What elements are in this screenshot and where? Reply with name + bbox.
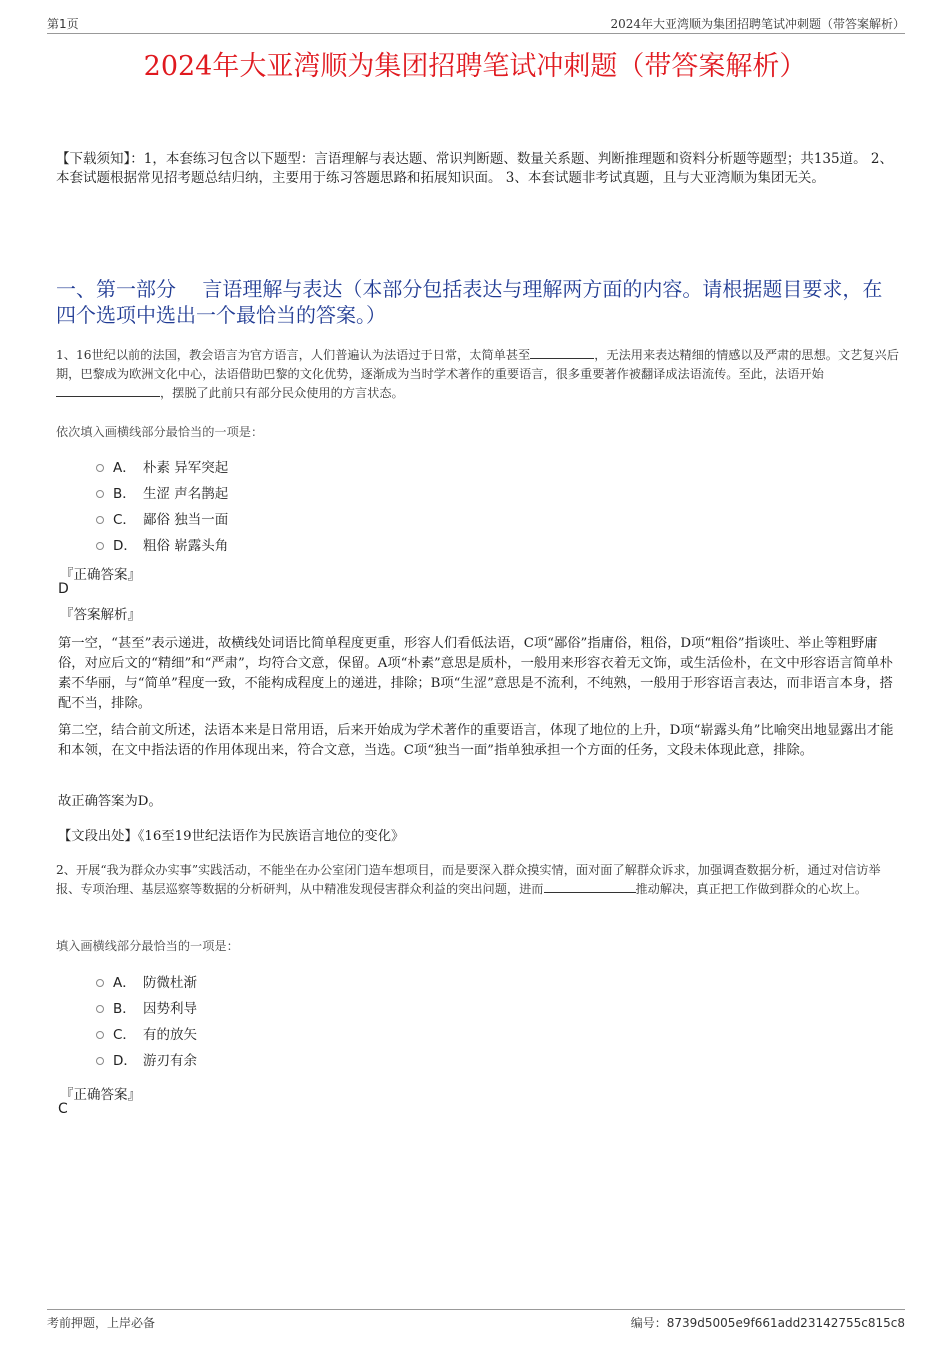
footer-code: 编号：8739d5005e9f661add23142755c815c8	[630, 1316, 905, 1330]
radio-icon[interactable]	[96, 464, 104, 472]
option-c[interactable]: C． 鄙俗 独当一面	[96, 505, 228, 531]
option-a[interactable]: A． 朴素 异军突起	[96, 453, 228, 479]
document-title: 2024年大亚湾顺为集团招聘笔试冲刺题（带答案解析）	[143, 51, 807, 82]
answer-value: C	[58, 1101, 68, 1117]
question-1-prompt: 依次填入画横线部分最恰当的一项是：	[56, 425, 264, 439]
option-b[interactable]: B． 生涩 声名鹊起	[96, 479, 228, 505]
page-number: 第1页	[47, 17, 79, 31]
question-2-text: 2、开展“我为群众办实事”实践活动，不能坐在办公室闭门造车想项目，而是要深入群众摸实情，面对面了解群众诉求，加强调查数据分析，通过对信访举报、专项治理、基层巡察等数据的分析研判，从中精准发现侵害群众利益的突出问题，进而 推动解决，真正把工作做到群众的心坎上。	[56, 863, 881, 896]
radio-icon[interactable]	[96, 490, 104, 498]
section-heading: 一、第一部分 言语理解与表达（本部分包括表达与理解两方面的内容。请根据题目要求，在四个选项中选出一个最恰当的答案。）	[56, 277, 883, 327]
radio-icon[interactable]	[96, 1005, 104, 1013]
answer-value: D	[58, 581, 69, 597]
fill-blank	[544, 880, 636, 893]
question-1-text: 1、16世纪以前的法国，教会语言为官方语言，人们普遍认为法语过于日常，太简单甚至 ，无法用来表达精细的情感以及严肃的思想。文艺复兴后期，巴黎成为欧洲文化中心，法语借助巴黎的文化优势，逐渐成为当时学术著作的重要语言，很多重要著作被翻译成法语流传。至此，法语开始，摆脱了此前只有部分民众使用的方言状态。	[56, 348, 899, 400]
radio-icon[interactable]	[96, 979, 104, 987]
header-doc-title: 2024年大亚湾顺为集团招聘笔试冲刺题（带答案解析）	[610, 17, 905, 31]
analysis-paragraph-1: 第一空，“甚至”表示递进，故横线处词语比简单程度更重，形容人们看低法语，C项“鄙俗”指庸俗，粗俗，D项“粗俗”指谈吐、举止等粗野庸俗，对应后文的“精细”和“严肃”，均符合文意，保留。A项“朴素”意思是质朴，一般用来形容衣着无文饰，或生活俭朴，在文中形容语言简单朴素不华丽，与“简单”程度一致，不能构成程度上的递进，排除；B项“生涩”意思是不流利，不纯熟，一般用于形容语言表达，而非语言本身，搭配不当，排除。	[58, 636, 893, 711]
fill-blank	[56, 384, 160, 397]
footer-slogan: 考前押题，上岸必备	[47, 1316, 156, 1330]
page-header	[47, 15, 905, 34]
answer-label: 『正确答案』	[60, 1087, 141, 1103]
radio-icon[interactable]	[96, 542, 104, 550]
source-citation: 【文段出处】《16至19世纪法语作为民族语言地位的变化》	[58, 829, 405, 844]
answer-label: 『正确答案』	[60, 567, 141, 583]
download-notice: 【下载须知】：1，本套练习包含以下题型：言语理解与表达题、常识判断题、数量关系题、判断推理题和资料分析题等题型；共135道。 2、本套试题根据常见招考题总结归纳，主要用于练习答题思路和拓展知识面。 3、本套试题非考试真题，且与大亚湾顺为集团无关。	[56, 151, 893, 186]
option-b[interactable]: B． 因势利导	[96, 994, 197, 1020]
radio-icon[interactable]	[96, 1057, 104, 1065]
option-a[interactable]: A． 防微杜渐	[96, 968, 197, 994]
question-2-options	[96, 968, 197, 1072]
page-footer	[47, 1309, 905, 1330]
conclusion: 故正确答案为D。	[58, 794, 162, 809]
analysis-paragraph-2: 第二空，结合前文所述，法语本来是日常用语，后来开始成为学术著作的重要语言，体现了地位的上升，D项“崭露头角”比喻突出地显露出才能和本领，在文中指法语的作用体现出来，符合文意，当选。C项“独当一面”指单独承担一个方面的任务，文段未体现此意，排除。	[58, 723, 894, 758]
question-1-options	[96, 453, 228, 557]
question-2-prompt: 填入画横线部分最恰当的一项是：	[56, 939, 239, 953]
radio-icon[interactable]	[96, 1031, 104, 1039]
option-d[interactable]: D． 粗俗 崭露头角	[96, 531, 228, 557]
option-c[interactable]: C． 有的放矢	[96, 1020, 197, 1046]
fill-blank	[530, 346, 594, 359]
radio-icon[interactable]	[96, 516, 104, 524]
analysis-label: 『答案解析』	[60, 607, 141, 623]
option-d[interactable]: D． 游刃有余	[96, 1046, 197, 1072]
